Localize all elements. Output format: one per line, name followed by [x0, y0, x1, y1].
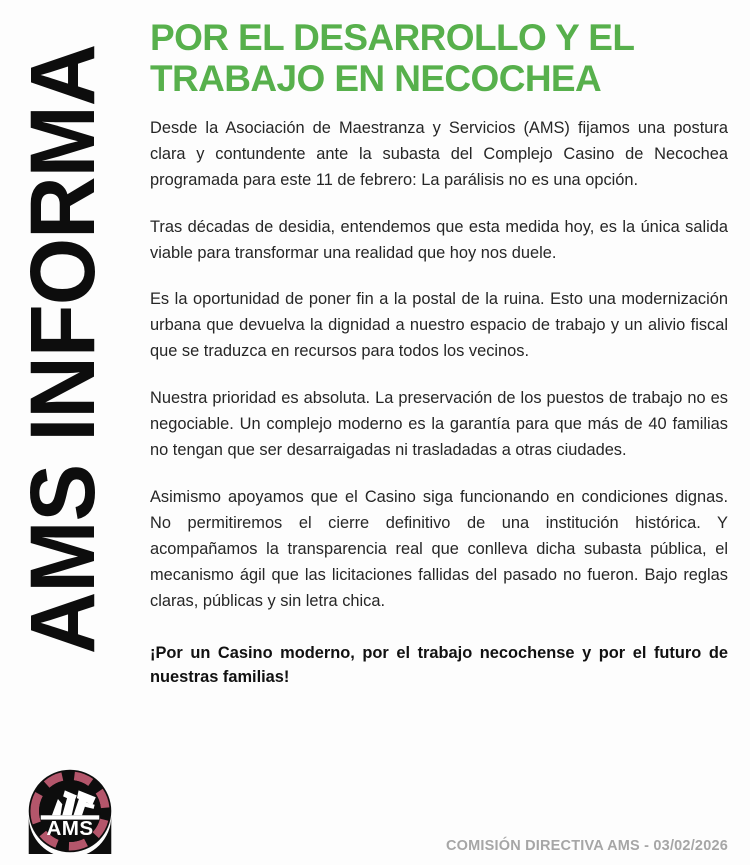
content-column [150, 0, 728, 865]
page-title-line-2: TRABAJO EN NECOCHEA [150, 58, 602, 100]
closing-statement: ¡Por un Casino moderno, por el trabajo necochense y por el futuro de nuestras familias! [150, 643, 728, 687]
body-paragraph: Nuestra prioridad es absoluta. La preservación de los puestos de trabajo no es negociable. Un complejo moderno es la garantía para que más de 40 familias no tengan que ser desarraigadas ni trasladadas a otras ciudades. [150, 389, 728, 460]
logo-wordmark: AMS [46, 817, 94, 841]
left-vertical-rail [0, 0, 140, 865]
ams-logo [27, 768, 113, 854]
page-title [150, 17, 728, 100]
body-paragraph: Tras décadas de desidia, entendemos que esta medida hoy, es la única salida viable para transformar una realidad que hoy nos duele. [150, 217, 728, 262]
footer-signature: COMISIÓN DIRECTIVA AMS - 03/02/2026 [445, 838, 728, 854]
vertical-banner-title [9, 45, 119, 805]
page-title-line-1: POR EL DESARROLLO Y EL [150, 17, 635, 58]
body-paragraphs [150, 116, 728, 615]
body-paragraph: Es la oportunidad de poner fin a la postal de la ruina. Esto una modernización urbana que devuelva la dignidad a nuestro espacio de trabajo y un alivio fiscal que se traduzca en recursos para todos los vecinos. [150, 290, 728, 361]
body-paragraph: Asimismo apoyamos que el Casino siga funcionando en condiciones dignas. No permitiremos el cierre definitivo de una institución histórica. Y acompañamos la transparencia real que conlleva dicha subasta pública, el mecanismo ágil que las licitaciones fallidas del pasado no fueron. Bajo reglas claras, públicas y sin letra chica. [150, 488, 728, 610]
vertical-banner-title-text: AMS INFORMA [12, 45, 115, 655]
body-paragraph: Desde la Asociación de Maestranza y Servicios (AMS) fijamos una postura clara y contundente ante la subasta del Complejo Casino de Necochea programada para este 11 de febrero: La parálisis no es una opción. [150, 118, 728, 189]
